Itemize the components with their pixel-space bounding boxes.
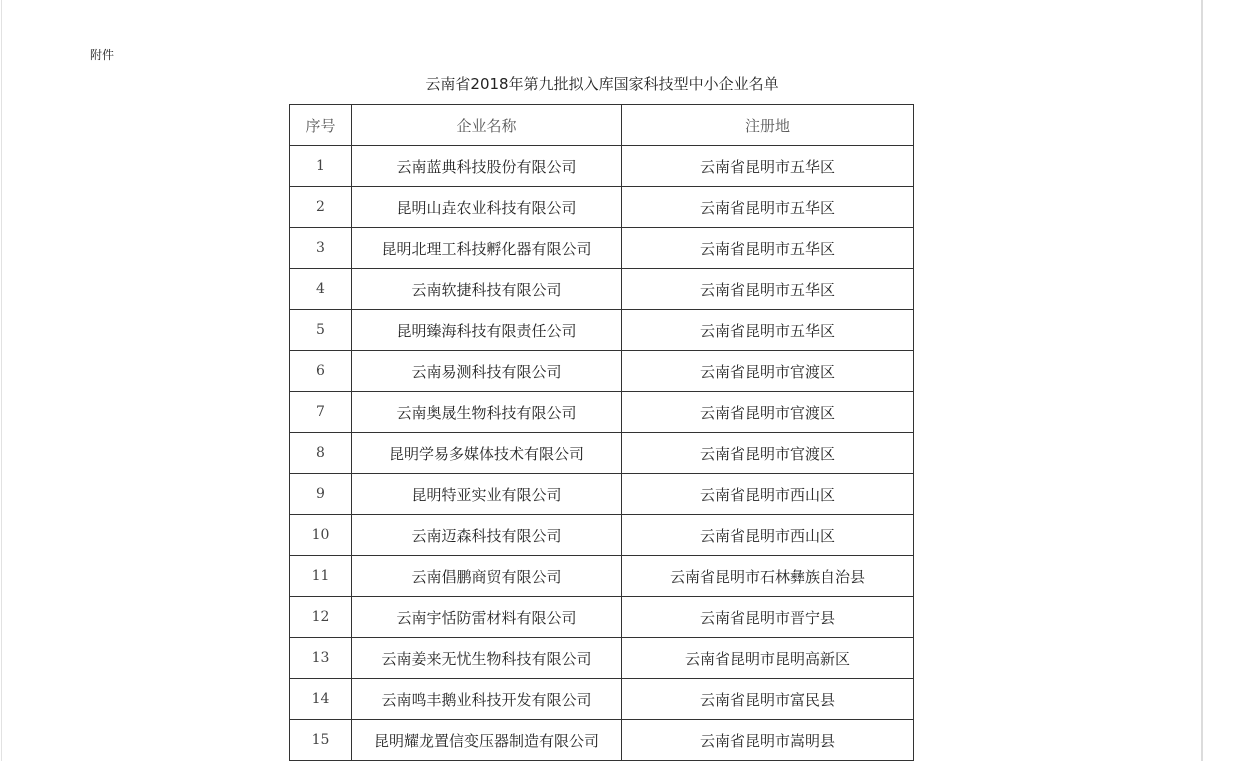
company-name: 昆明学易多媒体技术有限公司 [352, 433, 622, 474]
row-number: 13 [290, 638, 352, 679]
company-name: 云南软捷科技有限公司 [352, 269, 622, 310]
company-name: 昆明臻海科技有限责任公司 [352, 310, 622, 351]
table-row [290, 269, 914, 310]
header-serial-number: 序号 [290, 105, 352, 146]
table-row [290, 146, 914, 187]
table-row [290, 310, 914, 351]
registered-location: 云南省昆明市富民县 [622, 679, 914, 720]
registered-location: 云南省昆明市五华区 [622, 187, 914, 228]
registered-location: 云南省昆明市西山区 [622, 515, 914, 556]
registered-location: 云南省昆明市嵩明县 [622, 720, 914, 761]
table-row [290, 392, 914, 433]
row-number: 11 [290, 556, 352, 597]
row-number: 9 [290, 474, 352, 515]
registered-location: 云南省昆明市五华区 [622, 146, 914, 187]
row-number: 7 [290, 392, 352, 433]
row-number: 3 [290, 228, 352, 269]
company-name: 云南奥晟生物科技有限公司 [352, 392, 622, 433]
row-number: 14 [290, 679, 352, 720]
row-number: 12 [290, 597, 352, 638]
table-row [290, 228, 914, 269]
row-number: 8 [290, 433, 352, 474]
table-row [290, 515, 914, 556]
registered-location: 云南省昆明市五华区 [622, 310, 914, 351]
company-name: 云南迈森科技有限公司 [352, 515, 622, 556]
enterprise-table [289, 104, 914, 761]
company-name: 云南倡鹏商贸有限公司 [352, 556, 622, 597]
document-title: 云南省2018年第九批拟入库国家科技型中小企业名单 [425, 75, 779, 93]
registered-location: 云南省昆明市官渡区 [622, 433, 914, 474]
registered-location: 云南省昆明市五华区 [622, 228, 914, 269]
company-name: 云南姜来无忧生物科技有限公司 [352, 638, 622, 679]
table-row [290, 679, 914, 720]
row-number: 15 [290, 720, 352, 761]
table-header-row [290, 105, 914, 146]
company-name: 云南易测科技有限公司 [352, 351, 622, 392]
registered-location: 云南省昆明市昆明高新区 [622, 638, 914, 679]
row-number: 1 [290, 146, 352, 187]
header-registered-location: 注册地 [622, 105, 914, 146]
table-row [290, 351, 914, 392]
registered-location: 云南省昆明市官渡区 [622, 392, 914, 433]
registered-location: 云南省昆明市官渡区 [622, 351, 914, 392]
table-row [290, 474, 914, 515]
registered-location: 云南省昆明市晋宁县 [622, 597, 914, 638]
company-name: 昆明山垚农业科技有限公司 [352, 187, 622, 228]
table-row [290, 556, 914, 597]
table-row [290, 433, 914, 474]
table-row [290, 638, 914, 679]
row-number: 2 [290, 187, 352, 228]
row-number: 5 [290, 310, 352, 351]
company-name: 昆明北理工科技孵化器有限公司 [352, 228, 622, 269]
header-company-name: 企业名称 [352, 105, 622, 146]
company-name: 昆明特亚实业有限公司 [352, 474, 622, 515]
company-name: 云南宇恬防雷材料有限公司 [352, 597, 622, 638]
registered-location: 云南省昆明市五华区 [622, 269, 914, 310]
table-row [290, 720, 914, 761]
company-name: 云南蓝典科技股份有限公司 [352, 146, 622, 187]
row-number: 10 [290, 515, 352, 556]
registered-location: 云南省昆明市石林彝族自治县 [622, 556, 914, 597]
page-left-edge [1, 0, 2, 761]
company-name: 云南鸣丰鹅业科技开发有限公司 [352, 679, 622, 720]
row-number: 6 [290, 351, 352, 392]
row-number: 4 [290, 269, 352, 310]
company-name: 昆明耀龙置信变压器制造有限公司 [352, 720, 622, 761]
registered-location: 云南省昆明市西山区 [622, 474, 914, 515]
page-right-edge [1201, 0, 1203, 761]
table-row [290, 597, 914, 638]
table-row [290, 187, 914, 228]
attachment-label: 附件 [90, 48, 115, 62]
